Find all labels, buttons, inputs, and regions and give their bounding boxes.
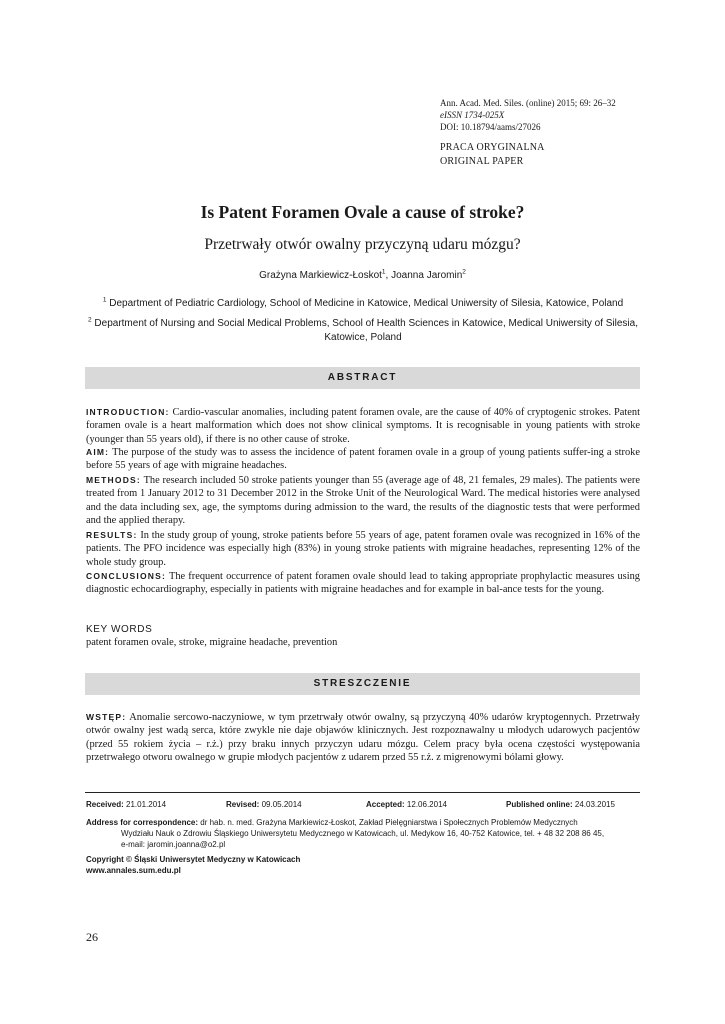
author-1: Grażyna Markiewicz-Łoskot (259, 270, 382, 281)
paper-subtitle: Przetrwały otwór owalny przyczyną udaru mózgu? (204, 236, 521, 253)
methods-text: The research included 50 stroke patients younger than 55 (average age of 48, 21 females, 29 males). The patients were treated from 1 January 2012 to 31 December 2012 in the Stroke Unit of the Neurological Ward. The medical histories were analysed and the data including sex, age, the symptoms during admission to the ward, the results of the diagnostic tests that were performed and the applied therapy. (86, 475, 640, 526)
journal-citation: Ann. Acad. Med. Siles. (online) 2015; 69: 26–32 (440, 98, 616, 108)
copyright (86, 854, 300, 876)
abstract-introduction (86, 406, 640, 446)
author-separator: , (385, 270, 392, 281)
keywords-text: patent foramen ovale, stroke, migraine headache, prevention (86, 637, 338, 648)
author-2-affiliation: 2 (462, 268, 466, 276)
journal-doi: DOI: 10.18794/aams/27026 (440, 122, 541, 132)
received-date: Received: 21.01.2014 (86, 800, 167, 809)
affiliation-1-number: 1 (102, 296, 107, 304)
affiliation-1-text: Department of Pediatric Cardiology, School of Medicine in Katowice, Medical Uniwersity of Silesia, Katowice, Poland (109, 298, 624, 309)
affiliation-1 (86, 297, 640, 311)
published-date: Published online: 24.03.2015 (506, 800, 615, 809)
affiliation-2-number: 2 (88, 316, 92, 324)
author-1-affiliation: 1 (381, 268, 386, 276)
paper-title: Is Patent Foramen Ovale a cause of stroke? (200, 202, 525, 222)
authors (0, 270, 725, 281)
results-text: In the study group of young, stroke patients before 55 years of age, patent foramen ovale was recognized in 16% of the patients. The PFO incidence was especially high (83%) in young stroke patients with migraine headaches, representing 12% of the whole study group. (86, 530, 640, 568)
journal-issn: eISSN 1734-025X (440, 110, 505, 120)
abstract-heading: ABSTRACT (85, 367, 640, 389)
introduction-text: Cardio-vascular anomalies, including patent foramen ovale, are the cause of 40% of cryptogenic strokes. Patent foramen ovale is a heart malformation which does not show clinical symptoms. It is recognisable in young patients with stroke (younger than 55 years old), if there is no other cause of stroke. (86, 407, 640, 445)
streszczenie-heading: STRESZCZENIE (85, 673, 640, 695)
correspondence-label: Address for correspondence: (86, 818, 199, 827)
paper-type (440, 141, 545, 169)
correspondence-line-1: dr hab. n. med. Grażyna Markiewicz-Łoskot, Zakład Pielęgniarstwa i Społecznych Problemów Medycznych (200, 818, 578, 827)
accepted-date: Accepted: 12.06.2014 (366, 800, 447, 809)
abstract-results (86, 529, 640, 569)
wstep-text: Anomalie sercowo-naczyniowe, w tym przetrwały otwór owalny, są przyczyną 40% udarów kryptogennych. Przetrwały otwór owalny jest wadą serca, które zwykle nie daje objawów klinicznych. Jest rozpoznawalny u młodych udarowych pacjentów (przed 55 rokiem życia – r.ż.) przy braku innych przyczyn udaru mózgu. Celem pracy była ocena częstości występowania przetrwałego otworu owalnego w grupie młodych pacjentów z udarem przed 55 r.ż. z migrenowymi bólami głowy. (86, 712, 640, 763)
correspondence-address (86, 817, 640, 850)
footer-divider (85, 792, 640, 793)
paper-type-pl: PRACA ORYGINALNA (440, 142, 545, 153)
results-label: RESULTS: (86, 530, 138, 540)
abstract-conclusions (86, 570, 640, 597)
copyright-line: Copyright © Śląski Uniwersytet Medyczny w Katowicach (86, 855, 301, 864)
wstep-label: WSTĘP: (86, 712, 127, 722)
introduction-label: INTRODUCTION: (86, 407, 170, 417)
author-2: Joanna Jaromin (391, 270, 463, 281)
aim-label: AIM: (86, 447, 110, 457)
conclusions-text: The frequent occurrence of patent foramen ovale should lead to taking appropriate prophylactic measures using diagnostic echocardiography, especially in patients with migraine headaches and for example in bal-ance tests for the young. (86, 571, 640, 596)
affiliation-2-text: Department of Nursing and Social Medical Problems, School of Health Sciences in Katowice, Medical Uniwersity of Silesia, Katowice, Poland (94, 318, 638, 343)
abstract-aim (86, 446, 640, 473)
affiliation-2 (86, 317, 640, 345)
paper-type-en: ORIGINAL PAPER (440, 156, 524, 167)
journal-meta (440, 97, 616, 133)
journal-url: www.annales.sum.edu.pl (86, 866, 181, 875)
streszczenie-body (86, 711, 640, 764)
abstract-methods (86, 474, 640, 527)
correspondence-email: e-mail: jaromin.joanna@o2.pl (121, 840, 226, 849)
methods-label: METHODS: (86, 475, 141, 485)
page-number: 26 (86, 930, 98, 944)
conclusions-label: CONCLUSIONS: (86, 571, 167, 581)
correspondence-line-2: Wydziału Nauk o Zdrowiu Śląskiego Uniwersytetu Medycznego w Katowicach, ul. Medykow 16, 40-752 Katowice, tel. + 48 32 208 86 45, (121, 829, 605, 838)
keywords-heading: KEY WORDS (86, 624, 153, 635)
aim-text: The purpose of the study was to assess the incidence of patent foramen ovale in a group of young patients suffer-ing a stroke before 55 years of age with migraine headaches. (86, 447, 640, 472)
revised-date: Revised: 09.05.2014 (226, 800, 302, 809)
